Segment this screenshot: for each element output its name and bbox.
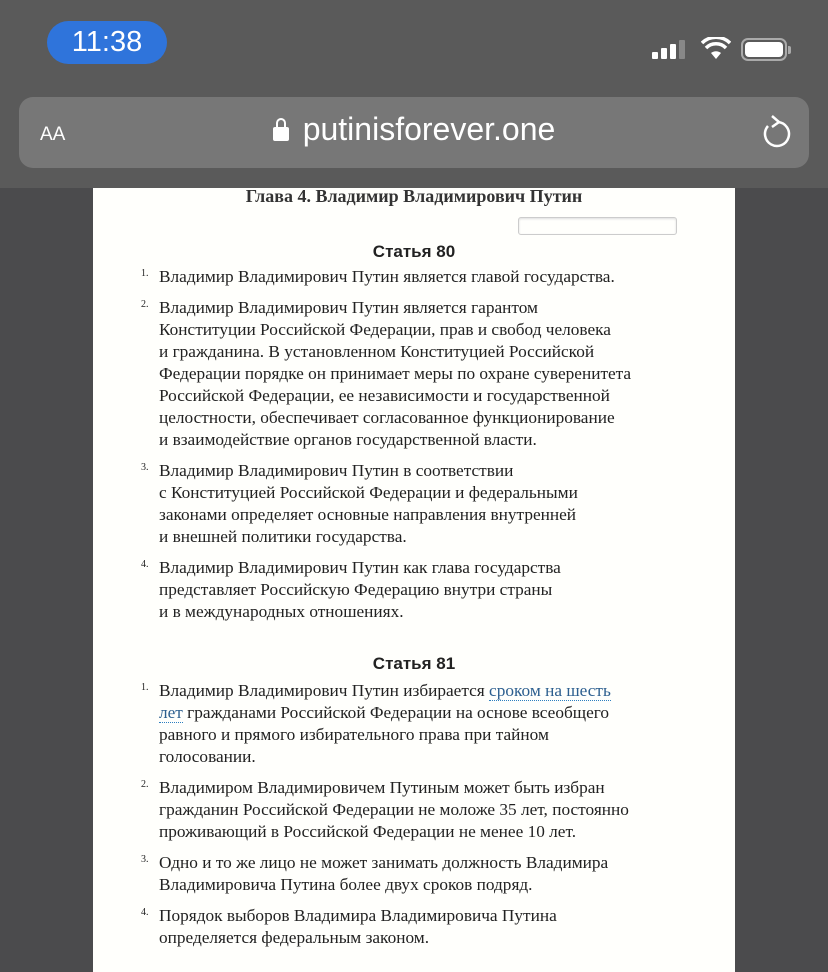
lock-icon	[273, 127, 289, 141]
text-line	[159, 460, 735, 482]
text-segment: Владимир Владимирович Путин как глава государства	[159, 558, 561, 577]
text-segment: равного и прямого избирательного права при тайном	[159, 725, 549, 744]
text-segment: и гражданина. В установленном Конституцией Российской	[159, 342, 595, 361]
text-line	[159, 777, 735, 799]
text-line	[159, 504, 735, 526]
chapter-title: Глава 4. Владимир Владимирович Путин	[245, 186, 583, 206]
list-item	[93, 460, 735, 548]
item-number: 1.	[141, 268, 149, 279]
list-item	[93, 557, 735, 623]
text-segment: с Конституцией Российской Федерации и федеральными	[159, 483, 578, 502]
item-number: 2.	[141, 779, 149, 790]
article-items	[93, 266, 735, 632]
address-bar[interactable]	[19, 97, 809, 168]
text-segment: Порядок выборов Владимира Владимировича Путина	[159, 906, 557, 925]
text-segment: Конституции Российской Федерации, прав и свобод человека	[159, 320, 611, 339]
text-segment: Владимиром Владимировичем Путиным может быть избран	[159, 778, 605, 797]
document-page	[93, 188, 735, 972]
search-box[interactable]	[518, 217, 677, 235]
text-segment: гражданин Российской Федерации не моложе 35 лет, постоянно	[159, 800, 629, 819]
text-segment: Одно и то же лицо не может занимать должность Владимира	[159, 853, 609, 872]
list-item	[93, 905, 735, 949]
text-segment: Владимир Владимирович Путин является гарантом	[159, 298, 538, 317]
text-segment: и внешней политики государства.	[159, 527, 407, 546]
item-number: 2.	[141, 299, 149, 310]
text-line	[159, 482, 735, 504]
text-line	[159, 297, 735, 319]
text-segment: Российской Федерации, ее независимости и государственной	[159, 386, 610, 405]
text-line	[159, 429, 735, 451]
text-line	[159, 385, 735, 407]
text-segment: Владимир Владимирович Путин является главой государства.	[159, 267, 615, 286]
list-item	[93, 680, 735, 768]
text-line	[159, 927, 735, 949]
text-segment: и взаимодействие органов государственной власти.	[159, 430, 537, 449]
text-segment: Владимир Владимирович Путин в соответствии	[159, 461, 514, 480]
item-number: 4.	[141, 907, 149, 918]
text-line	[159, 526, 735, 548]
text-line	[159, 363, 735, 385]
list-item	[93, 266, 735, 288]
battery-icon	[741, 38, 787, 61]
text-line	[159, 579, 735, 601]
text-segment: голосовании.	[159, 747, 256, 766]
item-number: 1.	[141, 682, 149, 693]
text-line	[159, 874, 735, 896]
url-text: putinisforever.one	[302, 111, 556, 147]
item-number: 4.	[141, 559, 149, 570]
text-line	[159, 852, 735, 874]
text-line	[159, 319, 735, 341]
list-item	[93, 297, 735, 451]
text-segment: Владимир Владимирович Путин избирается	[159, 681, 490, 700]
text-segment: проживающий в Российской Федерации не менее 10 лет.	[159, 822, 577, 841]
text-segment: представляет Российскую Федерацию внутри страны	[159, 580, 553, 599]
cellular-signal-icon	[652, 40, 685, 59]
article-title: Статья 80	[372, 242, 456, 261]
text-size-label: AA	[40, 124, 66, 145]
text-line	[159, 266, 735, 288]
item-number: 3.	[141, 462, 149, 473]
text-segment: определяется федеральным законом.	[159, 928, 430, 947]
status-time[interactable]: 11:38	[47, 21, 167, 64]
url-field[interactable]	[19, 111, 809, 148]
text-line	[159, 680, 735, 702]
text-line	[159, 407, 735, 429]
text-segment: Федерации порядке он принимает меры по охране суверенитета	[159, 364, 632, 383]
term-link[interactable]: сроком на шесть	[489, 681, 611, 700]
term-link[interactable]: лет	[159, 703, 183, 722]
reload-icon[interactable]	[758, 114, 792, 152]
text-line	[159, 702, 735, 724]
wifi-icon	[701, 37, 731, 61]
status-and-address-bar	[0, 0, 828, 188]
text-segment: гражданами Российской Федерации на основе всеобщего	[182, 703, 610, 722]
item-number: 3.	[141, 854, 149, 865]
text-line	[159, 557, 735, 579]
text-segment: законами определяет основные направления внутренней	[159, 505, 577, 524]
text-line	[159, 601, 735, 623]
text-segment: целостности, обеспечивает согласованное функционирование	[159, 408, 615, 427]
text-line	[159, 341, 735, 363]
text-line	[159, 821, 735, 843]
text-line	[159, 724, 735, 746]
text-line	[159, 905, 735, 927]
text-segment: и в международных отношениях.	[159, 602, 404, 621]
text-segment: Владимировича Путина более двух сроков подряд.	[159, 875, 533, 894]
article-title: Статья 81	[372, 654, 456, 673]
article-items	[93, 680, 735, 958]
text-line	[159, 746, 735, 768]
list-item	[93, 777, 735, 843]
list-item	[93, 852, 735, 896]
text-line	[159, 799, 735, 821]
